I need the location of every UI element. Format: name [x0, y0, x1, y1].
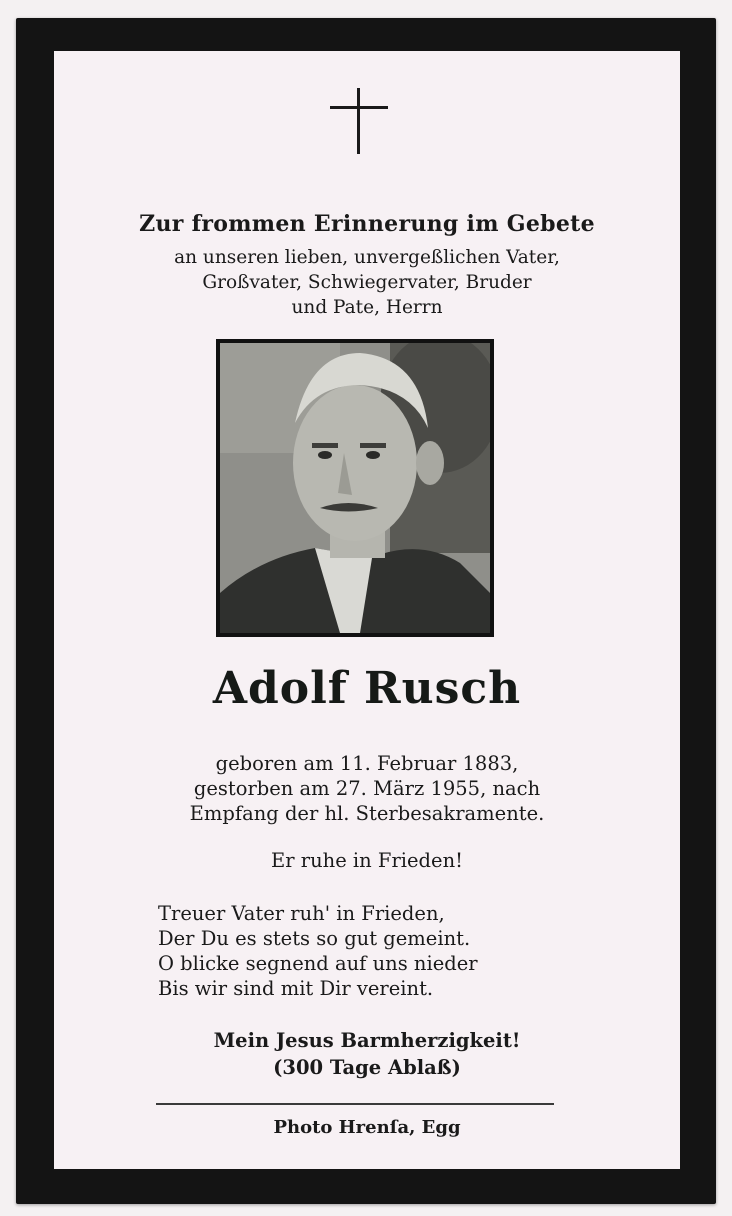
dates-line: geboren am 11. Februar 1883,: [215, 752, 519, 775]
divider: [156, 1103, 554, 1105]
intro-text: [54, 245, 680, 320]
memorial-card: [16, 18, 716, 1204]
portrait-illustration: [220, 343, 490, 633]
intro-line: Großvater, Schwiegervater, Bruder: [202, 272, 532, 293]
verse-line: Bis wir sind mit Dir vereint.: [158, 977, 434, 1000]
prayer-line: (300 Tage Ablaß): [273, 1056, 461, 1079]
dates-line: Empfang der hl. Sterbesakramente.: [189, 802, 545, 825]
prayer: [54, 1027, 680, 1081]
verse-line: Der Du es stets so gut gemeint.: [158, 927, 471, 950]
cross-icon: [330, 88, 388, 154]
verse: [158, 901, 478, 1001]
card-heading: Zur frommen Erinnerung im Gebete: [139, 211, 595, 237]
rest-in-peace: Er ruhe in Frieden!: [271, 849, 463, 872]
portrait-frame: [216, 339, 494, 637]
portrait-photo: [220, 343, 490, 633]
prayer-line: Mein Jesus Barmherzigkeit!: [213, 1029, 521, 1052]
verse-line: O blicke segnend auf uns nieder: [158, 952, 478, 975]
verse-line: Treuer Vater ruh' in Frieden,: [158, 902, 445, 925]
card-paper: [54, 51, 680, 1169]
deceased-name: Adolf Rusch: [212, 663, 522, 714]
intro-line: an unseren lieben, unvergeßlichen Vater,: [174, 247, 560, 268]
life-dates: [54, 751, 680, 826]
dates-line: gestorben am 27. März 1955, nach: [193, 777, 541, 800]
intro-line: und Pate, Herrn: [291, 297, 443, 318]
photo-credit: Photo Hrenſa, Egg: [273, 1117, 461, 1138]
